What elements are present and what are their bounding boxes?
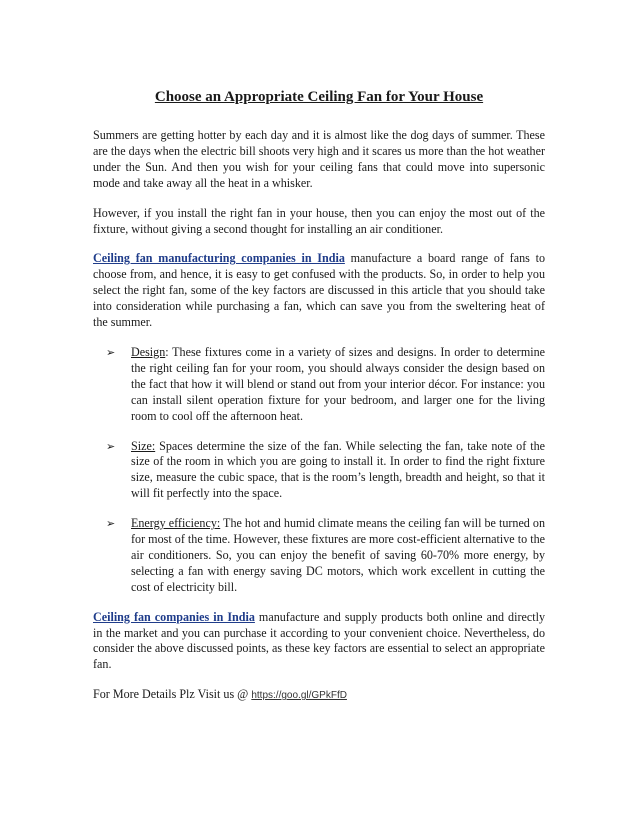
list-item-energy-efficiency: [93, 516, 545, 596]
list-item-design: [93, 345, 545, 425]
document-page: [93, 88, 545, 718]
companies-paragraph-text: manufacture and supply products both online and directly in the market and you can purchase it according to your convenient choice. Nevertheless, do consider the above discussed points, as these key factors are essential to select an appropriate fan.: [93, 609, 545, 672]
arrow-bullet-icon: ➢: [106, 345, 116, 359]
intro-paragraph: Summers are getting hotter by each day and it is almost like the dog days of summer. These are the days when the electric bill shoots very high and it scares us more than the hot weather under the Sun. And then you wish for your ceiling fans that could move into supersonic mode and take away all the heat in a whisker.: [93, 128, 545, 190]
document-title: Choose an Appropriate Ceiling Fan for Your House: [154, 89, 484, 105]
bullet-text: Spaces determine the size of the fan. While selecting the fan, take note of the size of the room in which you are going to install it. In order to find the right fixture size, measure the cubic space, that is the room’s length, breadth and height, so that it will fit perfectly into the space.: [131, 438, 545, 501]
arrow-bullet-icon: ➢: [106, 517, 116, 531]
visit-url-link[interactable]: https://goo.gl/GPkFfD: [251, 690, 347, 702]
visit-line: [93, 687, 545, 704]
bullet-keyword: Size:: [131, 438, 156, 453]
visit-text: For More Details Plz Visit us @: [93, 687, 252, 702]
second-paragraph: However, if you install the right fan in your house, then you can enjoy the most out of the fixture, without giving a second thought for installing an air conditioner.: [93, 205, 545, 236]
bullet-text: The hot and humid climate means the ceiling fan will be turned on for most of the time. However, these fixtures are more cost-efficient alternative to the air conditioners. So, you can enjoy the benefit of saving 60-70% more energy, by selecting a fan with energy saving DC motors, which work excellent in cutting the cost of electricity bill.: [131, 516, 545, 594]
bullet-text: : These fixtures come in a variety of sizes and designs. In order to determine the right ceiling fan for your room, you should always consider the design based on the fact that how it will blend or stand out from your interior décor. For instance: you can install silent operation fixture for your bedroom, and larger one for the living room to cool off the afternoon heat.: [131, 344, 545, 423]
bullet-keyword: Design: [131, 344, 166, 359]
manufacturing-companies-link[interactable]: Ceiling fan manufacturing companies in India: [93, 251, 345, 266]
manufacturers-paragraph-text: manufacture a board range of fans to choose from, and hence, it is easy to get confused with the products. So, in order to help you select the right fan, some of the key factors are discussed in this article that you should take into consideration while purchasing a fan, which can save you from the sweltering heat of the summer.: [93, 251, 545, 330]
list-item-size: [93, 439, 545, 503]
arrow-bullet-icon: ➢: [106, 439, 116, 453]
key-factors-list: [93, 345, 545, 596]
manufacturers-paragraph: [93, 251, 545, 331]
bullet-keyword: Energy efficiency:: [131, 516, 221, 531]
fan-companies-link[interactable]: Ceiling fan companies in India: [93, 609, 255, 624]
companies-paragraph: [93, 610, 545, 674]
